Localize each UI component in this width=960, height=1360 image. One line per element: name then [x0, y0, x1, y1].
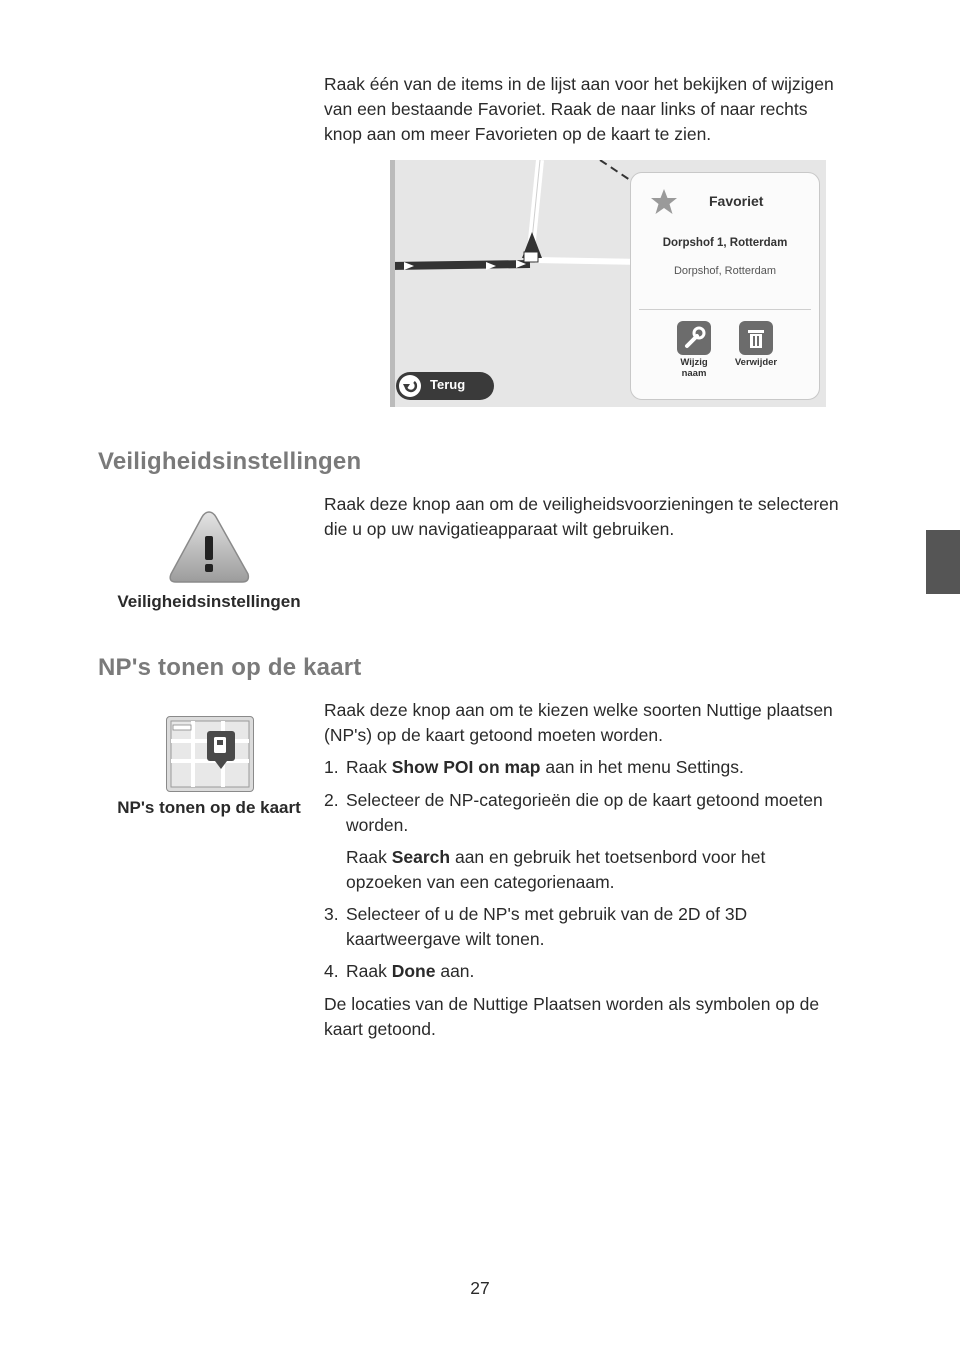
page-number: 27: [470, 1278, 490, 1298]
intro-line: knop aan om meer Favorieten op de kaart te zien.: [324, 124, 712, 144]
map-poi-icon: [167, 717, 253, 791]
rename-button[interactable]: [677, 321, 711, 355]
safety-caption: Veiligheidsinstellingen: [117, 592, 301, 611]
back-label: Terug: [430, 377, 466, 392]
poi-outro-paragraph: [324, 992, 904, 1042]
back-button[interactable]: [396, 372, 494, 400]
poi-caption: NP's tonen op de kaart: [117, 798, 301, 817]
safety-paragraph: [324, 492, 904, 542]
poi-intro-line: Raak deze knop aan om te kiezen welke soorten Nuttige plaatsen: [324, 700, 833, 720]
favorite-address-sub: Dorpshof, Rotterdam: [673, 265, 777, 277]
poi-outro-line: kaart getoond.: [324, 1019, 436, 1039]
chapter-tab: [926, 530, 960, 594]
poi-intro-line: (NP's) op de kaart getoond moeten worden.: [324, 725, 663, 745]
step-text: Selecteer de NP-categorieën die op de kaart getoond moeten worden.: [346, 790, 823, 835]
poi-heading: NP's tonen op de kaart: [98, 654, 362, 681]
warning-icon[interactable]: [166, 508, 252, 586]
step-text: Raak Done aan.: [346, 961, 475, 981]
poi-map-button[interactable]: [166, 716, 254, 792]
intro-line: Raak één van de items in de lijst aan voor het bekijken of wijzigen: [324, 74, 834, 94]
safety-line: die u op uw navigatieapparaat wilt gebruiken.: [324, 519, 675, 539]
intro-paragraph: [324, 72, 904, 147]
poi-intro-paragraph: [324, 698, 904, 748]
panel-title: Favoriet: [709, 193, 764, 209]
favorite-detail-panel: [630, 172, 820, 400]
step-number: 1.: [324, 757, 339, 777]
step-number: 3.: [324, 904, 339, 924]
step-text: Selecteer of u de NP's met gebruik van de 2D of 3D kaartweergave wilt tonen.: [346, 904, 748, 949]
step-text: Raak Show POI on map aan in het menu Settings.: [346, 757, 744, 777]
intro-line: van een bestaande Favoriet. Raak de naar links of naar rechts: [324, 99, 808, 119]
star-icon: [649, 187, 679, 217]
favorite-map-screenshot: [390, 160, 826, 407]
step-number: 4.: [324, 961, 339, 981]
delete-label: Verwijder: [734, 357, 778, 368]
delete-button[interactable]: [739, 321, 773, 355]
poi-outro-line: De locaties van de Nuttige Plaatsen worden als symbolen op de: [324, 994, 820, 1014]
safety-heading: Veiligheidsinstellingen: [98, 448, 362, 475]
safety-line: Raak deze knop aan om de veiligheidsvoorzieningen te selecteren: [324, 494, 839, 514]
wrench-icon: [677, 321, 711, 355]
step-number: 2.: [324, 790, 339, 810]
trash-icon: [739, 321, 773, 355]
panel-divider: [639, 309, 811, 310]
rename-label: Wijzig naam: [680, 357, 708, 379]
back-arrow-icon: [399, 375, 421, 397]
step-text: Raak Search aan en gebruik het toetsenbord voor het opzoeken van een categorienaam.: [346, 847, 766, 892]
favorite-address-main: Dorpshof 1, Rotterdam: [662, 237, 788, 249]
